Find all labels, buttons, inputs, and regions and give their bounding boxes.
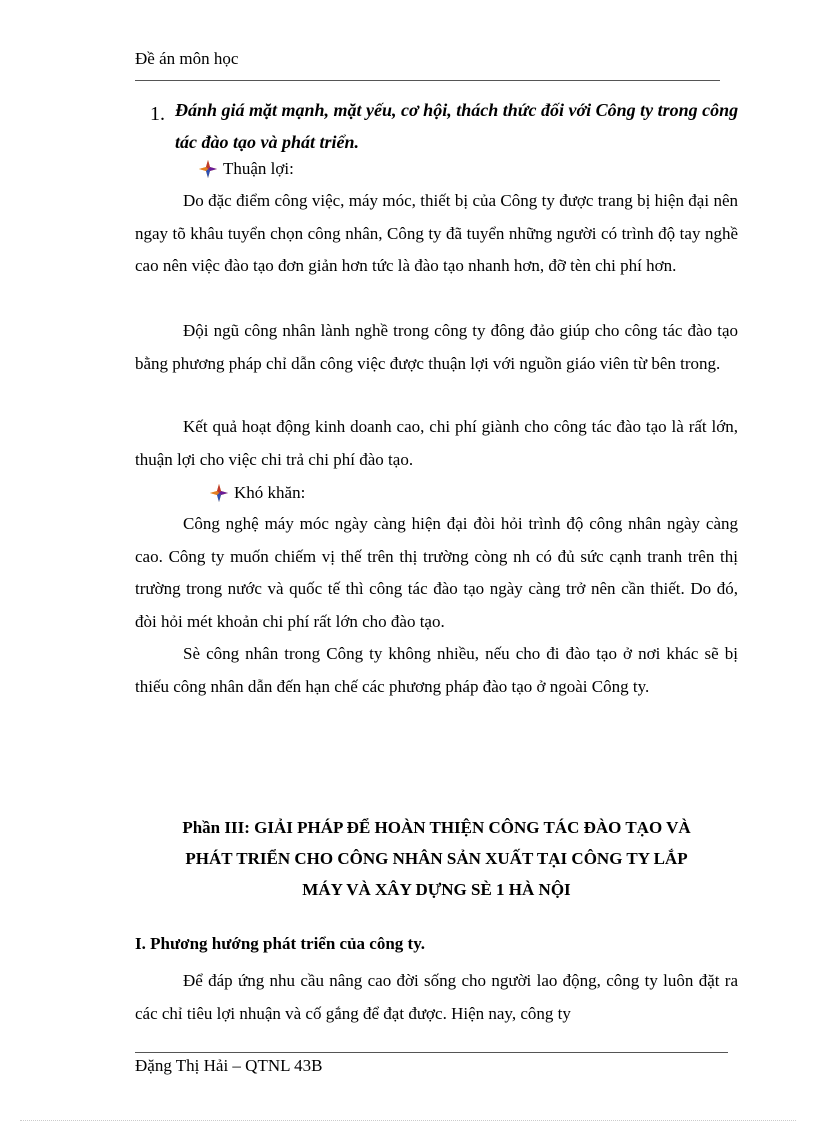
section-I-heading: I. Phương hướng phát triển của công ty.	[135, 934, 426, 953]
part-3-title	[135, 812, 738, 905]
paragraph-1: Do đặc điểm công việc, máy móc, thiết bị của Công ty được trang bị hiện đại nên ngay tõ khâu tuyển chọn công nhân, Công ty đã tuyển những người có trình độ tay nghề cao nên việc đào tạo đơn giản hơn tức là đào tạo nhanh hơn, đỡ tèn chi phí hơn.	[135, 191, 738, 275]
diamond-bullet-icon	[199, 160, 217, 178]
bullet-advantages-label: Thuận lợi:	[223, 159, 294, 178]
paragraph-6: Để đáp ứng nhu cầu nâng cao đời sống cho người lao động, công ty luôn đặt ra các chỉ tiêu lợi nhuận và cố gắng để đạt được. Hiện nay, công ty	[135, 971, 738, 1023]
bullet-advantages	[199, 159, 294, 179]
paragraph-2: Đội ngũ công nhân lành nghề trong công ty đông đảo giúp cho công tác đào tạo bằng phương pháp chỉ dẫn công việc được thuận lợi với nguồn giáo viên từ bên trong.	[135, 321, 738, 373]
header-divider	[135, 80, 720, 81]
bullet-difficulties	[210, 483, 305, 503]
footer-divider	[135, 1052, 728, 1053]
part-3-title-line-1: Phần III: GIẢI PHÁP ĐỂ HOÀN THIỆN CÔNG TÁC ĐÀO TẠO VÀ	[182, 818, 691, 837]
page-header: Đề án môn học	[135, 49, 239, 68]
section-1-heading	[150, 94, 750, 158]
page-bottom-edge	[20, 1120, 796, 1121]
part-3-title-line-3: MÁY VÀ XÂY DỰNG SÈ 1 HÀ NỘI	[302, 880, 571, 899]
paragraph-3: Kết quả hoạt động kinh doanh cao, chi phí giành cho công tác đào tạo là rất lớn, thuận lợi cho việc chi trả chi phí đào tạo.	[135, 417, 738, 469]
paragraph-5: Sè công nhân trong Công ty không nhiều, nếu cho đi đào tạo ở nơi khác sẽ bị thiếu công nhân dẫn đến hạn chế các phương pháp đào tạo ở ngoài Công ty.	[135, 644, 738, 696]
page-footer: Đặng Thị Hải – QTNL 43B	[135, 1056, 323, 1075]
bullet-difficulties-label: Khó khăn:	[234, 483, 306, 502]
diamond-bullet-icon	[210, 484, 228, 502]
part-3-title-line-2: PHÁT TRIỂN CHO CÔNG NHÂN SẢN XUẤT TẠI CÔNG TY LẮP	[185, 849, 688, 868]
paragraph-4: Công nghệ máy móc ngày càng hiện đại đòi hỏi trình độ công nhân ngày càng cao. Công ty muốn chiếm vị thế trên thị trường còng nh có đủ sức cạnh tranh trên thị trường trong nước và quốc tế thì công tác đào tạo ngày càng trở nên cần thiết. Do đó, đòi hỏi mét khoản chi phí rất lớn cho đào tạo.	[135, 514, 738, 631]
section-1-title: Đánh giá mặt mạnh, mặt yếu, cơ hội, thách thức đối với Công ty trong công tác đào tạo và phát triển.	[175, 100, 739, 152]
section-number: 1.	[150, 103, 165, 125]
